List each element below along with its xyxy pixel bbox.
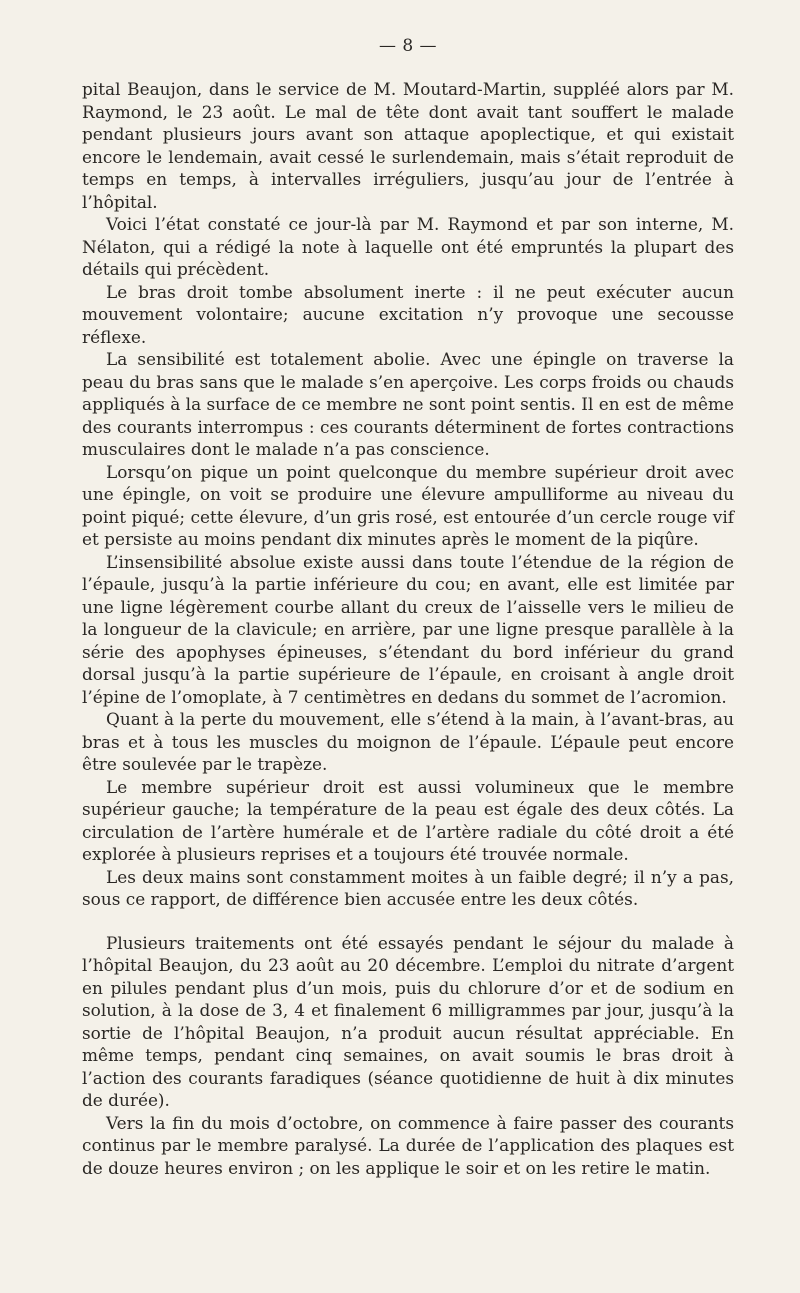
paragraph: Plusieurs traitements ont été essayés pendant le séjour du malade à l’hôpital Beaujon, du 23 août au 20 décembre. L’emploi du nitrate d’argent en pilules pendant plus d’un mois, puis du chlorure d’or et de sodium en solution, à la dose de 3, 4 et finalement 6 milligrammes par jour, jusqu’à la sortie de l’hôpital Beaujon, n’a produit aucun résultat appréciable. En même temps, pendant cinq semaines, on avait soumis le bras droit à l’action des courants faradiques (séance quotidienne de huit à dix minutes de durée). bbox=[82, 932, 734, 1110]
page-body bbox=[82, 78, 734, 1179]
paragraph: Lorsqu’on pique un point quelconque du membre supérieur droit avec une épingle, on voit se produire une élevure ampulliforme au niveau du point piqué; cette élevure, d’un gris rosé, est entourée d’un cercle rouge vif et persiste au moins pendant dix minutes après le moment de la piqûre. bbox=[82, 461, 734, 549]
paragraph: L’insensibilité absolue existe aussi dans toute l’étendue de la région de l’épaule, jusqu’à la partie inférieure du cou; en avant, elle est limitée par une ligne légèrement courbe allant du creux de l’aisselle vers le milieu de la longueur de la clavicule; en arrière, par une ligne presque parallèle à la série des apophyses épineuses, s’étendant du bord inférieur du grand dorsal jusqu’à la partie supérieure de l’épaule, en croisant à angle droit l’épine de l’omoplate, à 7 centimètres en dedans du sommet de l’acromion. bbox=[82, 551, 734, 707]
page-number: — 8 — bbox=[378, 36, 438, 56]
paragraph: Voici l’état constaté ce jour-là par M. Raymond et par son interne, M. Nélaton, qui a rédigé la note à laquelle ont été empruntés la plupart des détails qui précèdent. bbox=[82, 214, 734, 279]
paragraph: Les deux mains sont constamment moites à un faible degré; il n’y a pas, sous ce rapport, de différence bien accusée entre les deux côtés. bbox=[82, 866, 734, 909]
paragraph: Le membre supérieur droit est aussi volumineux que le membre supérieur gauche; la température de la peau est égale des deux côtés. La circulation de l’artère humérale et de l’artère radiale du côté droit a été explorée à plusieurs reprises et a toujours été trouvée normale. bbox=[82, 776, 734, 864]
paragraph: Le bras droit tombe absolument inerte : il ne peut exécuter aucun mouvement volontaire; aucune excitation n’y provoque une secousse réflexe. bbox=[82, 281, 734, 347]
paragraph: La sensibilité est totalement abolie. Avec une épingle on traverse la peau du bras sans que le malade s’en aperçoive. Les corps froids ou chauds appliqués à la surface de ce membre ne sont point sentis. Il en est de même des courants interrompus : ces courants déterminent de fortes contractions musculaires dont le malade n’a pas conscience. bbox=[82, 349, 734, 459]
paragraph: Vers la fin du mois d’octobre, on commence à faire passer des courants continus par le membre paralysé. La durée de l’application des plaques est de douze heures environ ; on les applique le soir et on les retire le matin. bbox=[82, 1112, 734, 1178]
paragraph: Quant à la perte du mouvement, elle s’étend à la main, à l’avant-bras, au bras et à tous les muscles du moignon de l’épaule. L’épaule peut encore être soulevée par le trapèze. bbox=[82, 709, 734, 774]
paragraph: pital Beaujon, dans le service de M. Moutard-Martin, suppléé alors par M. Raymond, le 23 août. Le mal de tête dont avait tant souffert le malade pendant plusieurs jours avant son attaque apoplectique, et qui existait encore le lendemain, avait cessé le surlendemain, mais s’était reproduit de temps en temps, à intervalles irréguliers, jusqu’au jour de l’entrée à l’hôpital. bbox=[82, 79, 734, 212]
